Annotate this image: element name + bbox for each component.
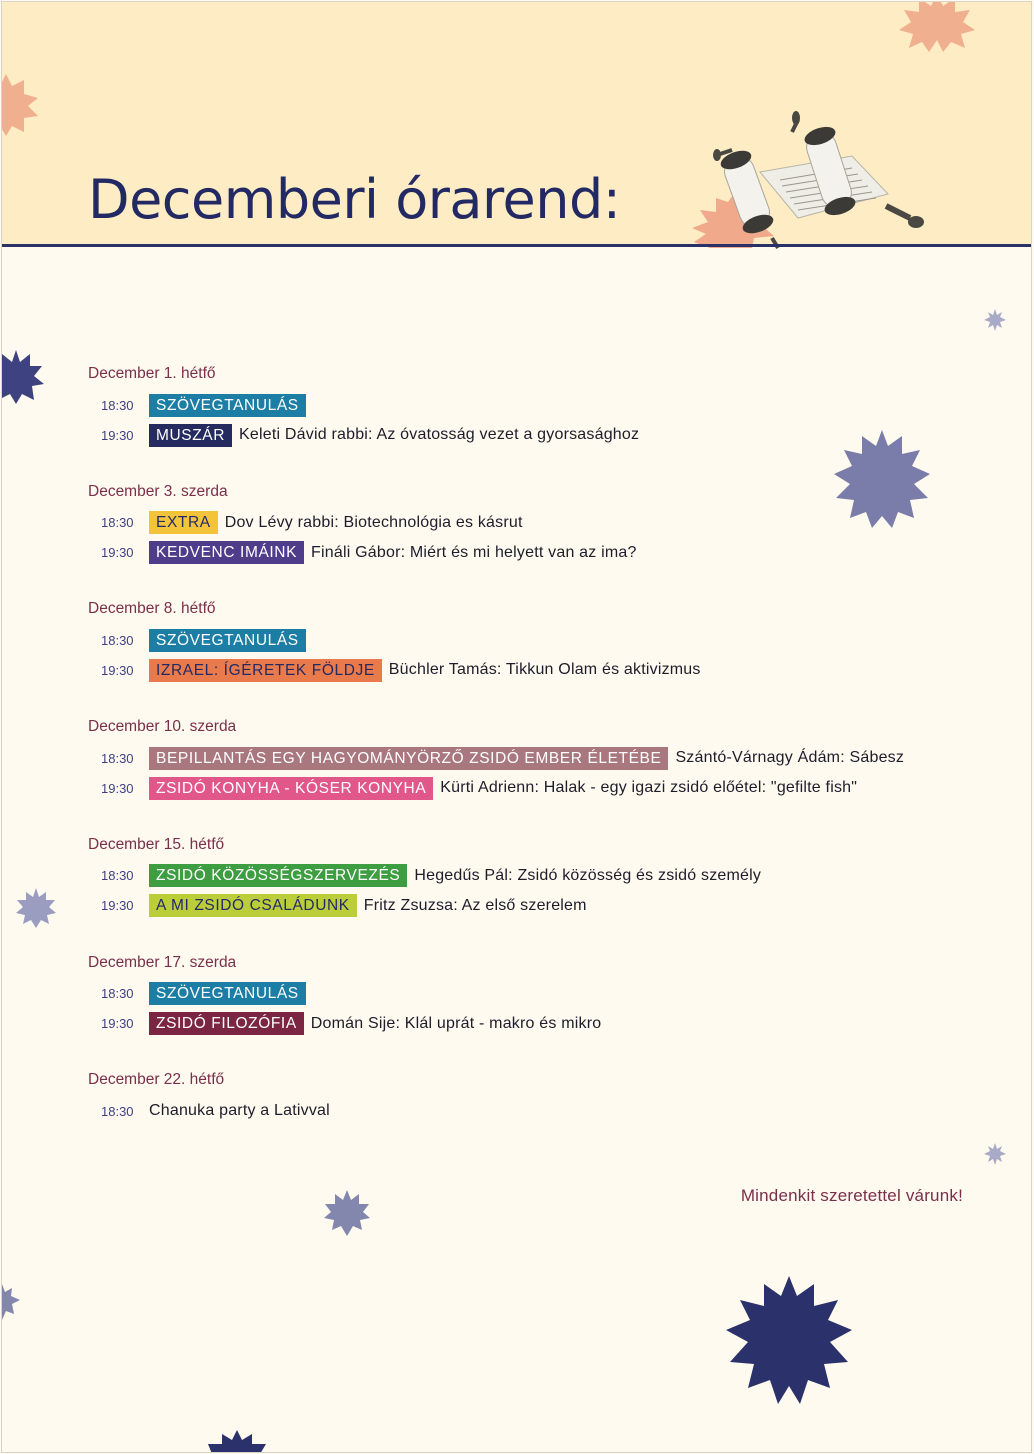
starburst-icon [1,350,44,404]
header-divider [2,244,1031,247]
page-title: Decemberi órarend: [88,168,621,231]
day-heading: December 22. hétfő [88,1071,225,1089]
category-tag: SZÖVEGTANULÁS [149,982,306,1005]
day-heading: December 17. szerda [88,953,237,971]
category-tag: ZSIDÓ KÖZÖSSÉGSZERVEZÉS [149,864,407,887]
event-time: 19:30 [101,427,134,443]
category-tag: SZÖVEGTANULÁS [149,629,306,652]
peach-starburst-icon [897,1,977,52]
starburst-icon [16,888,56,928]
category-tag: EXTRA [149,511,218,534]
event-description: Domán Sije: Klál uprát - makro és mikro [310,1014,602,1032]
event-time: 18:30 [101,397,134,413]
category-tag: ZSIDÓ FILOZÓFIA [149,1012,304,1035]
event-row [101,628,306,652]
event-time: 18:30 [101,1103,134,1119]
day-heading: December 8. hétfő [88,600,216,618]
day-heading: December 10. szerda [88,718,237,736]
starburst-icon [832,430,932,530]
event-row [101,393,306,417]
event-description: Keleti Dávid rabbi: Az óvatosság vezet a gyorsasághoz [239,426,640,443]
event-description: Szántó-Várnagy Ádám: Sábesz [675,749,905,767]
event-time: 19:30 [101,662,134,678]
event-time: 19:30 [101,545,134,561]
event-row [101,1099,330,1123]
category-tag: BEPILLANTÁS EGY HAGYOMÁNYÖRZŐ ZSIDÓ EMBER ÉLETÉBE [149,747,668,770]
event-row [101,982,306,1006]
starburst-icon [724,1276,854,1406]
torah-scroll-icon [702,110,937,250]
schedule-page [1,1,1032,1453]
peach-starburst-icon [1,74,40,136]
event-description: Hegedűs Pál: Zsidó közösség és zsidó személy [414,866,762,884]
event-row [101,423,639,447]
event-time: 19:30 [101,1016,134,1031]
event-time: 18:30 [101,750,134,766]
starburst-icon [200,1430,274,1453]
starburst-icon [984,309,1006,331]
day-heading: December 3. szerda [88,482,228,500]
event-row [101,511,523,535]
event-row [101,894,587,918]
event-description: Fináli Gábor: Miért és mi helyett van az ima? [311,543,637,561]
event-row [101,776,857,800]
category-tag: MUSZÁR [149,424,232,447]
category-tag: SZÖVEGTANULÁS [149,394,306,417]
event-time: 18:30 [101,632,134,648]
event-description: Dov Lévy rabbi: Biotechnológia es kásrut [224,513,523,531]
event-row [101,658,701,682]
starburst-icon [324,1190,370,1236]
closing-message: Mindenkit szeretettel várunk! [740,1186,963,1205]
event-description: Kürti Adrienn: Halak - egy igazi zsidó előétel: "gefilte fish" [440,779,858,797]
event-time: 19:30 [101,780,134,796]
day-heading: December 1. hétfő [88,365,216,382]
event-description: Büchler Tamás: Tikkun Olam és aktivizmus [388,661,701,679]
starburst-icon [1,1284,20,1320]
event-description: Fritz Zsuzsa: Az első szerelem [363,896,587,914]
category-tag: IZRAEL: ÍGÉRETEK FÖLDJE [149,659,382,682]
event-row [101,1012,601,1036]
starburst-icon [984,1143,1006,1165]
event-time: 18:30 [101,868,134,884]
event-row [101,746,904,770]
category-tag: A MI ZSIDÓ CSALÁDUNK [149,894,357,917]
category-tag: KEDVENC IMÁINK [149,541,304,564]
day-heading: December 15. hétfő [88,835,225,853]
category-tag: ZSIDÓ KONYHA - KÓSER KONYHA [149,777,433,800]
event-row [101,541,637,565]
event-time: 18:30 [101,515,134,531]
event-time: 18:30 [101,986,134,1001]
event-description: Chanuka party a Lativval [149,1102,330,1120]
event-time: 19:30 [101,898,134,914]
event-row [101,864,761,888]
